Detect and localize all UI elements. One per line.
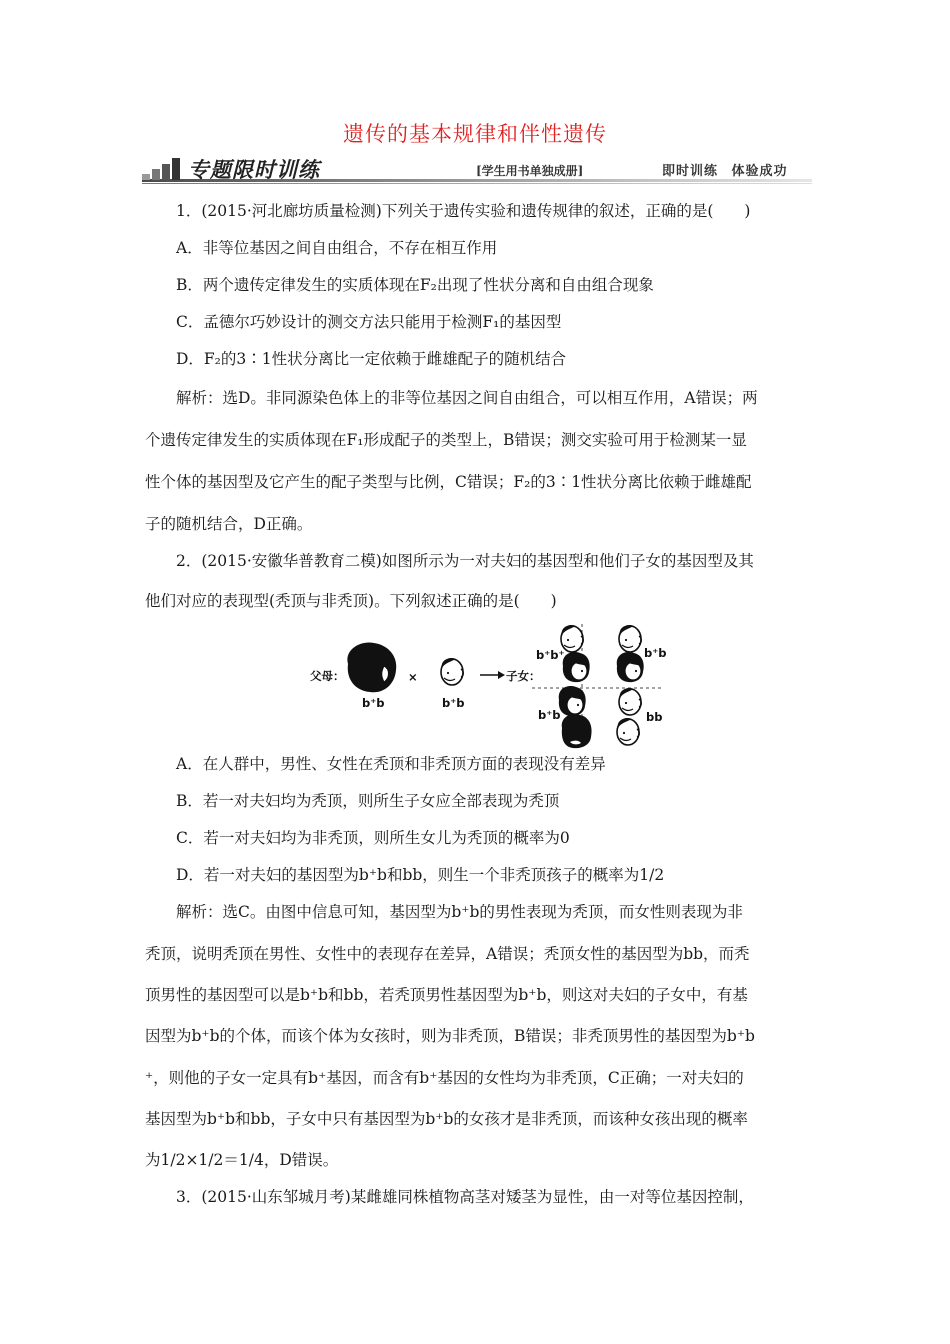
father-genotype: b⁺b (442, 696, 465, 710)
q1-stem: 1．(2015·河北廊坊质量检测)下列关于遗传实验和遗传规律的叙述，正确的是( ) (176, 202, 751, 220)
page-title: 遗传的基本规律和伴性遗传 (343, 122, 607, 146)
child-bald-female-icon (617, 718, 639, 745)
child-female-icon (559, 686, 586, 716)
q2-option-d: D．若一对夫妇的基因型为b⁺b和bb，则生一个非秃顶孩子的概率为1/2 (176, 866, 665, 884)
father-figure (441, 658, 463, 685)
children-label: 子女： (506, 669, 541, 683)
mother-genotype: b⁺b (362, 696, 385, 710)
child-bald-male-icon (619, 625, 641, 652)
q2-analysis-line: 解析：选C。由图中信息可知，基因型为b⁺b的男性表现为秃顶，而女性则表现为非 (176, 903, 743, 921)
q2-option-a: A．在人群中，男性、女性在秃顶和非秃顶方面的表现没有差异 (176, 755, 606, 773)
q2-option-c: C．若一对夫妇均为非秃顶，则所生女儿为秃顶的概率为0 (176, 829, 570, 847)
q2-analysis-line: ⁺，则他的子女一定具有b⁺基因，而含有b⁺基因的女性均为非秃顶，C正确；一对夫妇的 (145, 1069, 744, 1087)
q1-analysis-line: 子的随机结合，D正确。 (145, 515, 313, 533)
cross-symbol: × (408, 670, 418, 684)
genotype-label: b⁺b (644, 646, 667, 660)
q1-option-c: C．孟德尔巧妙设计的测交方法只能用于检测F₁的基因型 (176, 313, 562, 331)
q2-option-b: B．若一对夫妇均为秃顶，则所生子女应全部表现为秃顶 (176, 792, 560, 810)
figure-drawing (310, 622, 680, 752)
q3-stem: 3．(2015·山东邹城月考)某雌雄同株植物高茎对矮茎为显性，由一对等位基因控制， (176, 1188, 754, 1206)
q2-stem-line: 他们对应的表现型(秃顶与非秃顶)。下列叙述正确的是( ) (145, 592, 557, 610)
genetics-figure (310, 622, 680, 752)
child-bald-male-icon (619, 688, 641, 715)
parents-label: 父母： (310, 669, 345, 683)
banner-step-decoration (142, 158, 182, 180)
q2-analysis-line: 因型为b⁺b的个体，而该个体为女孩时，则为非秃顶，B错误；非秃顶男性的基因型为b⁺b (145, 1027, 755, 1045)
child-female-icon (617, 652, 644, 682)
q2-stem-line: 2．(2015·安徽华普教育二模)如图所示为一对夫妇的基因型和他们子女的基因型及其 (176, 552, 754, 570)
q2-analysis-line: 秃顶，说明秃顶在男性、女性中的表现存在差异，A错误；秃顶女性的基因型为bb，而秃 (145, 945, 750, 963)
q2-analysis-line: 为1/2×1/2＝1/4，D错误。 (145, 1151, 339, 1169)
q1-option-a: A．非等位基因之间自由组合，不存在相互作用 (176, 239, 498, 257)
mother-figure (347, 642, 396, 692)
banner-heading: 专题限时训练 (188, 158, 320, 182)
genotype-label: b⁺b (538, 708, 561, 722)
arrow-head-icon (498, 671, 505, 679)
q1-option-b: B．两个遗传定律发生的实质体现在F₂出现了性状分离和自由组合现象 (176, 276, 654, 294)
banner-note: [学生用书单独成册] (476, 164, 584, 178)
q2-analysis-line: 顶男性的基因型可以是b⁺b和bb，若秃顶男性基因型为b⁺b，则这对夫妇的子女中，有基 (145, 986, 748, 1004)
q1-analysis-line: 解析：选D。非同源染色体上的非等位基因之间自由组合，可以相互作用，A错误；两 (176, 389, 758, 407)
q2-analysis-line: 基因型为b⁺b和bb，子女中只有基因型为b⁺b的女孩才是非秃顶，而该种女孩出现的概率 (145, 1110, 748, 1128)
banner-slogan: 即时训练 体验成功 (662, 164, 788, 179)
q1-analysis-line: 性个体的基因型及它产生的配子类型与比例，C错误；F₂的3∶1性状分离比依赖于雌雄配 (145, 473, 752, 491)
q1-option-d: D．F₂的3∶1性状分离比一定依赖于雌雄配子的随机结合 (176, 350, 567, 368)
genotype-label: bb (646, 710, 663, 724)
child-female-icon (563, 652, 590, 682)
genotype-label: b⁺b⁺ (536, 648, 565, 662)
q1-analysis-line: 个遗传定律发生的实质体现在F₁形成配子的类型上，B错误；测交实验可用于检测某一显 (145, 431, 747, 449)
child-female-icon (562, 714, 592, 748)
section-banner (142, 152, 812, 186)
